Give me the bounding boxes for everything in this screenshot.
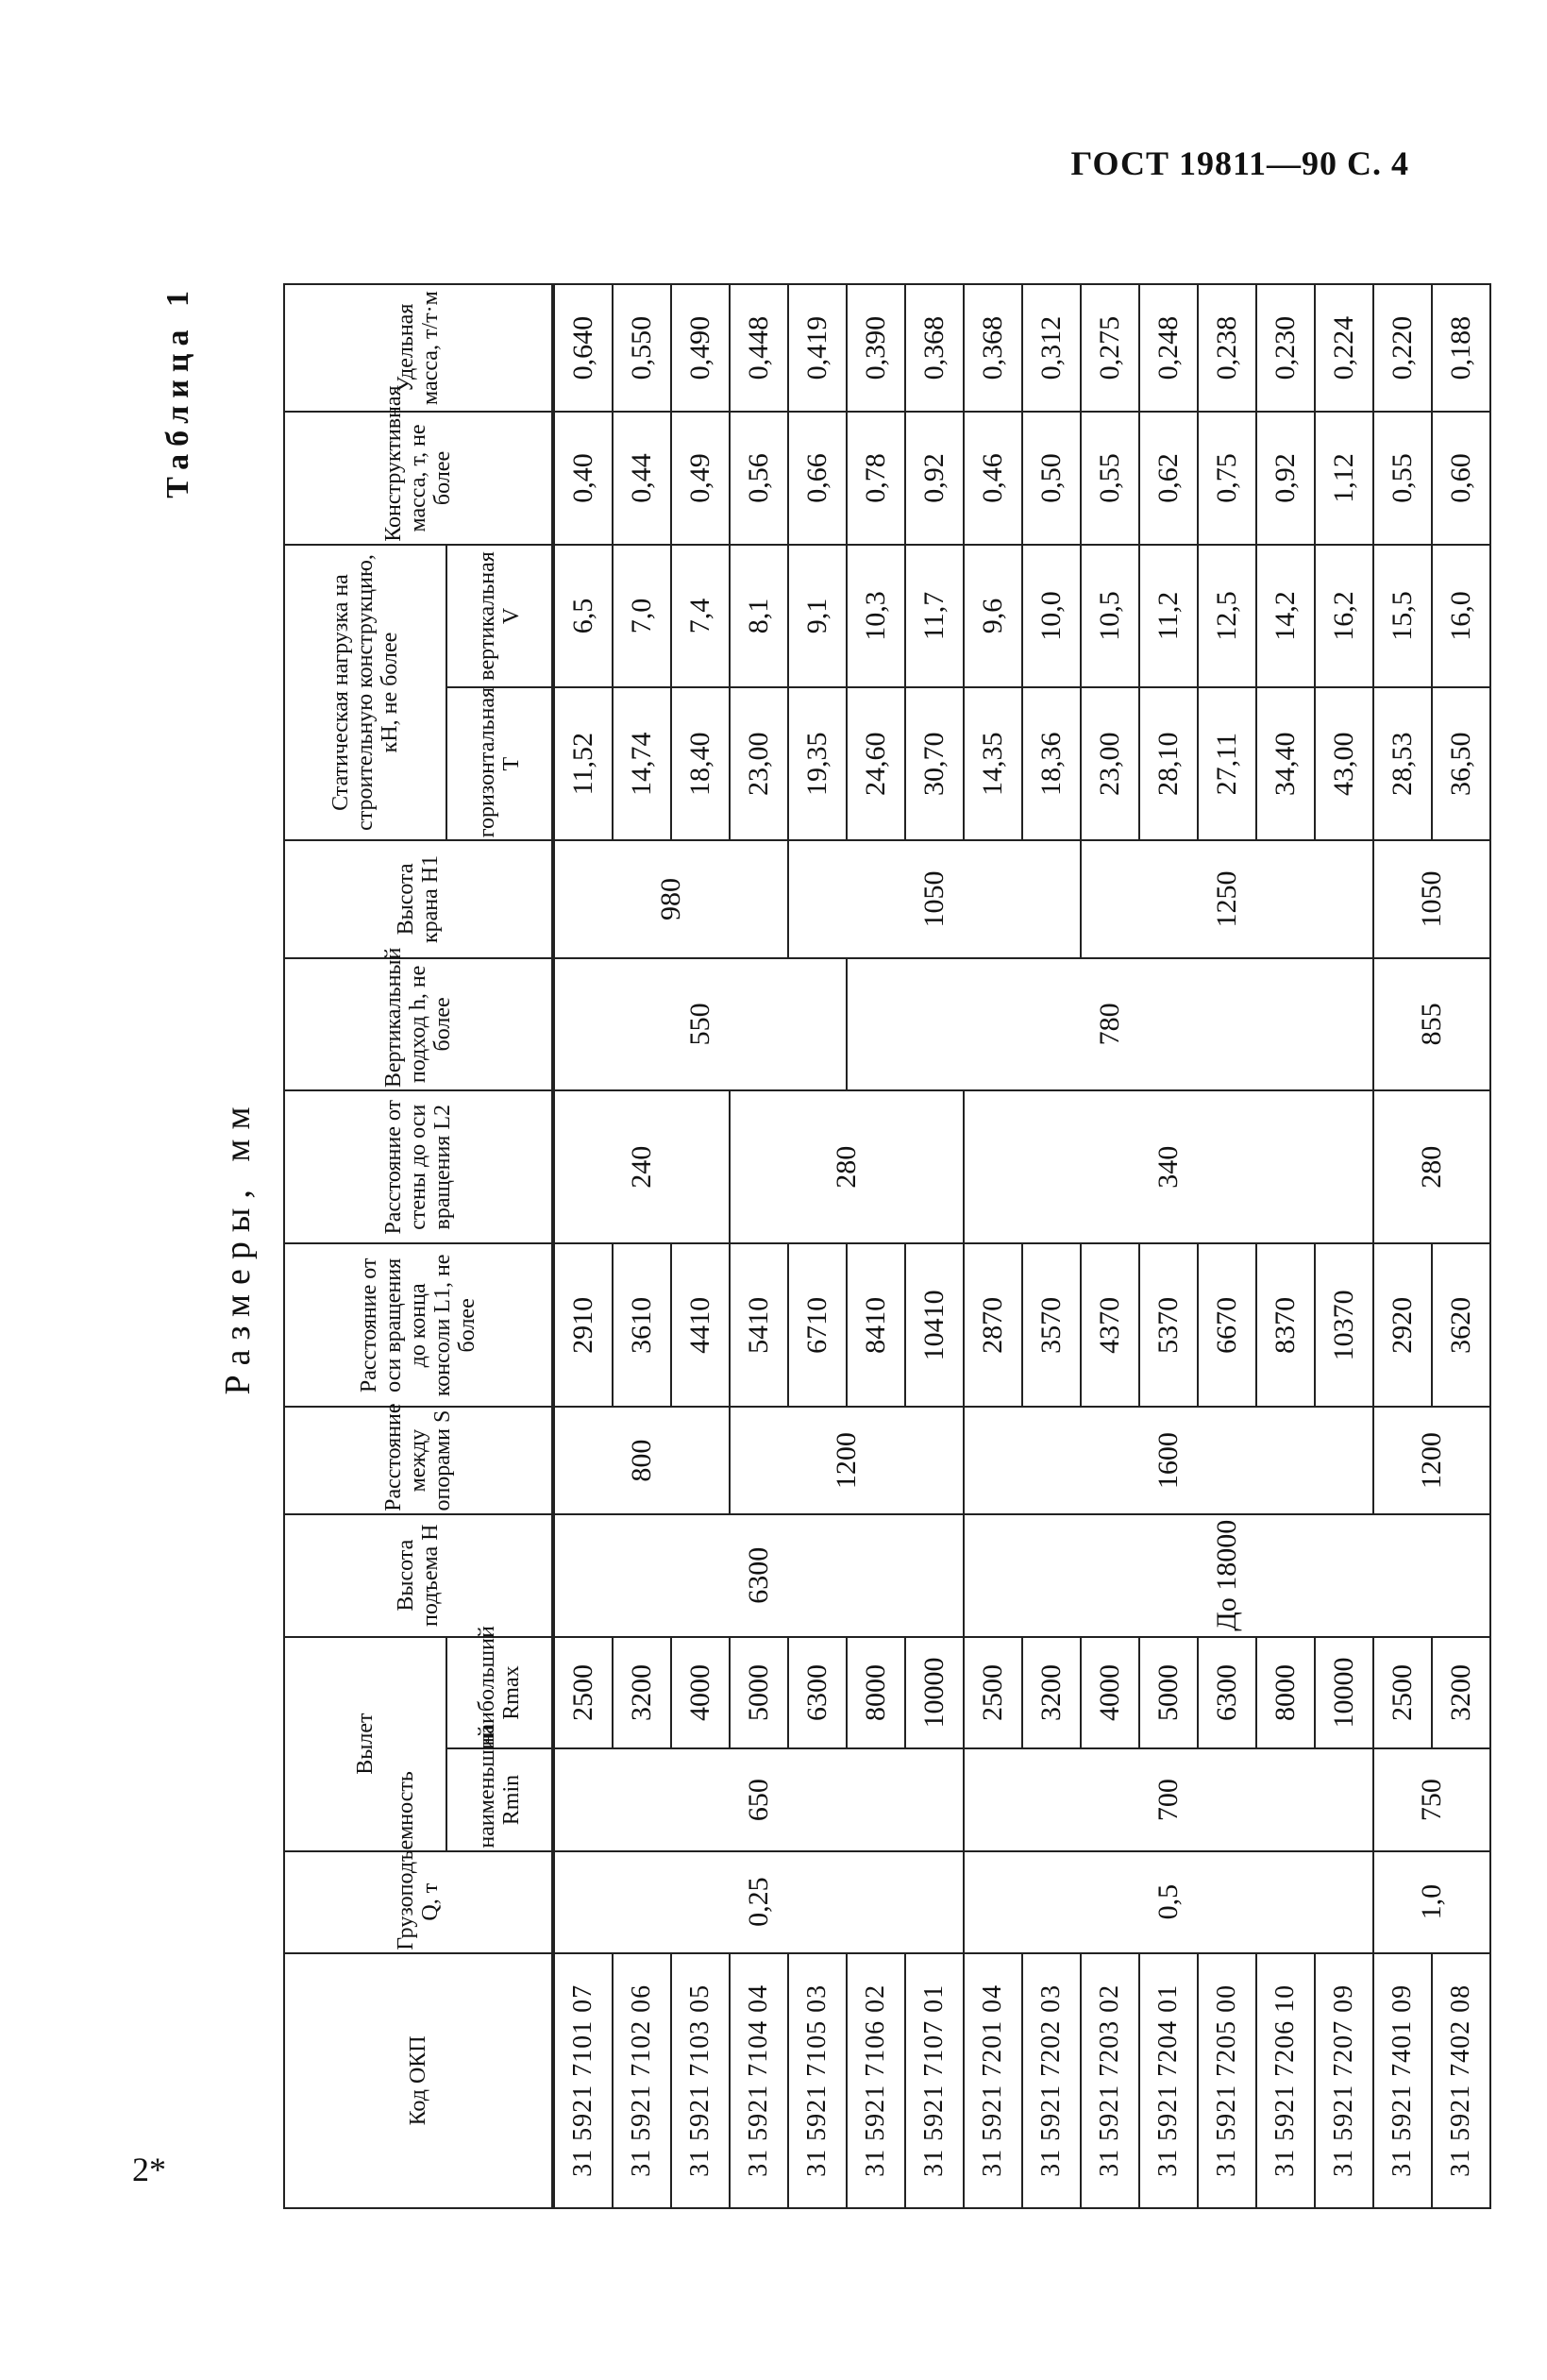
cell-vertical-stroke: 780 — [847, 958, 1373, 1091]
cell-reach-max: 2500 — [1373, 1637, 1432, 1749]
cell-specific-mass: 0,275 — [1081, 284, 1139, 412]
cell-vertical-v: 9,6 — [964, 545, 1022, 687]
cell-specific-mass: 0,248 — [1139, 284, 1198, 412]
cell-l1: 5410 — [730, 1243, 788, 1407]
cell-code: 31 5921 7106 02 — [847, 1953, 905, 2208]
cell-specific-mass: 0,188 — [1432, 284, 1490, 412]
cell-code: 31 5921 7107 01 — [905, 1953, 964, 2208]
cell-reach-max: 4000 — [671, 1637, 730, 1749]
cell-code: 31 5921 7202 03 — [1022, 1953, 1081, 2208]
cell-support-distance: 800 — [553, 1407, 730, 1514]
cell-crane-height: 1050 — [1373, 840, 1490, 957]
cell-l1: 8370 — [1256, 1243, 1315, 1407]
cell-vertical-v: 10,0 — [1022, 545, 1081, 687]
page-header: ГОСТ 19811—90 С. 4 — [1070, 144, 1409, 182]
cell-horizontal-t: 23,00 — [1081, 687, 1139, 840]
cell-mass: 0,92 — [905, 412, 964, 545]
cell-l2: 280 — [730, 1090, 964, 1243]
header-vertical-v: вертикальная V — [446, 545, 553, 687]
header-height-lift: Высота подъема H — [284, 1514, 553, 1637]
cell-l1: 2870 — [964, 1243, 1022, 1407]
cell-mass: 0,56 — [730, 412, 788, 545]
cell-l1: 8410 — [847, 1243, 905, 1407]
cell-horizontal-t: 18,40 — [671, 687, 730, 840]
cell-code: 31 5921 7104 04 — [730, 1953, 788, 2208]
cell-reach-max: 8000 — [847, 1637, 905, 1749]
cell-reach-max: 6300 — [1198, 1637, 1256, 1749]
cell-reach-max: 5000 — [1139, 1637, 1198, 1749]
cell-mass: 0,62 — [1139, 412, 1198, 545]
cell-code: 31 5921 7105 03 — [788, 1953, 847, 2208]
header-static-load: Статическая нагрузка на строительную конструкцию, кН, не более — [284, 545, 446, 841]
cell-mass: 0,60 — [1432, 412, 1490, 545]
cell-specific-mass: 0,550 — [613, 284, 671, 412]
cell-specific-mass: 0,390 — [847, 284, 905, 412]
cell-mass: 0,44 — [613, 412, 671, 545]
cell-mass: 0,66 — [788, 412, 847, 545]
header-support-distance: Расстояние между опорами S — [284, 1407, 553, 1514]
cell-l2: 240 — [553, 1090, 730, 1243]
cell-mass: 0,49 — [671, 412, 730, 545]
cell-specific-mass: 0,230 — [1256, 284, 1315, 412]
cell-reach-max: 3200 — [1022, 1637, 1081, 1749]
cell-reach-max: 5000 — [730, 1637, 788, 1749]
table-row — [964, 284, 1022, 2208]
cell-horizontal-t: 43,00 — [1315, 687, 1373, 840]
cell-code: 31 5921 7204 01 — [1139, 1953, 1198, 2208]
cell-horizontal-t: 36,50 — [1432, 687, 1490, 840]
cell-mass: 0,55 — [1081, 412, 1139, 545]
cell-specific-mass: 0,448 — [730, 284, 788, 412]
cell-specific-mass: 0,490 — [671, 284, 730, 412]
header-reach: Вылет — [284, 1637, 446, 1851]
cell-code: 31 5921 7203 02 — [1081, 1953, 1139, 2208]
cell-code: 31 5921 7102 06 — [613, 1953, 671, 2208]
cell-capacity: 0,5 — [964, 1851, 1373, 1953]
cell-horizontal-t: 11,52 — [553, 687, 613, 840]
cell-reach-max: 2500 — [553, 1637, 613, 1749]
cell-l1: 3610 — [613, 1243, 671, 1407]
cell-mass: 0,50 — [1022, 412, 1081, 545]
cell-code: 31 5921 7206 10 — [1256, 1953, 1315, 2208]
cell-reach-max: 10000 — [905, 1637, 964, 1749]
cell-specific-mass: 0,419 — [788, 284, 847, 412]
cell-horizontal-t: 24,60 — [847, 687, 905, 840]
cell-horizontal-t: 28,10 — [1139, 687, 1198, 840]
header-specific-mass: Удельная масса, т/т·м — [284, 284, 553, 412]
cell-specific-mass: 0,220 — [1373, 284, 1432, 412]
cell-specific-mass: 0,224 — [1315, 284, 1373, 412]
cell-specific-mass: 0,368 — [905, 284, 964, 412]
table-row — [1373, 284, 1432, 2208]
cell-specific-mass: 0,312 — [1022, 284, 1081, 412]
cell-horizontal-t: 18,36 — [1022, 687, 1081, 840]
header-mass: Конструктивная масса, т, не более — [284, 412, 553, 545]
cell-l1: 6670 — [1198, 1243, 1256, 1407]
cell-l1: 4370 — [1081, 1243, 1139, 1407]
cell-vertical-v: 11,7 — [905, 545, 964, 687]
cell-vertical-v: 6,5 — [553, 545, 613, 687]
cell-horizontal-t: 19,35 — [788, 687, 847, 840]
table-row — [553, 284, 613, 2208]
cell-support-distance: 1200 — [730, 1407, 964, 1514]
cell-vertical-v: 10,5 — [1081, 545, 1139, 687]
cell-vertical-stroke: 855 — [1373, 958, 1490, 1091]
header-crane-height: Высота крана H1 — [284, 840, 553, 957]
header-l2: Расстояние от стены до оси вращения L2 — [284, 1090, 553, 1243]
cell-height-lift: До 18000 — [964, 1514, 1490, 1637]
cell-reach-max: 4000 — [1081, 1637, 1139, 1749]
cell-crane-height: 1250 — [1081, 840, 1373, 957]
header-code: Код ОКП — [284, 1953, 553, 2208]
cell-vertical-v: 8,1 — [730, 545, 788, 687]
cell-specific-mass: 0,238 — [1198, 284, 1256, 412]
cell-vertical-v: 16,2 — [1315, 545, 1373, 687]
cell-vertical-v: 7,4 — [671, 545, 730, 687]
cell-vertical-v: 12,5 — [1198, 545, 1256, 687]
cell-mass: 0,40 — [553, 412, 613, 545]
cell-reach-min: 750 — [1373, 1749, 1490, 1851]
cell-vertical-v: 9,1 — [788, 545, 847, 687]
table-body — [553, 284, 1490, 2208]
cell-crane-height: 1050 — [788, 840, 1081, 957]
cell-l2: 340 — [964, 1090, 1373, 1243]
cell-reach-max: 3200 — [613, 1637, 671, 1749]
cell-reach-min: 700 — [964, 1749, 1373, 1851]
cell-code: 31 5921 7402 08 — [1432, 1953, 1490, 2208]
header-reach-min: наименьший Rmin — [446, 1749, 553, 1851]
header-l1: Расстояние от оси вращения до конца консоли L1, не более — [284, 1243, 553, 1407]
cell-l1: 3570 — [1022, 1243, 1081, 1407]
cell-l1: 2910 — [553, 1243, 613, 1407]
cell-l1: 2920 — [1373, 1243, 1432, 1407]
cell-code: 31 5921 7401 09 — [1373, 1953, 1432, 2208]
cell-l1: 5370 — [1139, 1243, 1198, 1407]
cell-vertical-v: 15,5 — [1373, 545, 1432, 687]
cell-capacity: 1,0 — [1373, 1851, 1490, 1953]
cell-vertical-v: 7,0 — [613, 545, 671, 687]
cell-vertical-v: 14,2 — [1256, 545, 1315, 687]
cell-specific-mass: 0,640 — [553, 284, 613, 412]
cell-code: 31 5921 7103 05 — [671, 1953, 730, 2208]
cell-l1: 10370 — [1315, 1243, 1373, 1407]
cell-height-lift: 6300 — [553, 1514, 964, 1637]
cell-l1: 6710 — [788, 1243, 847, 1407]
rotated-table-block — [160, 283, 1476, 2209]
data-table — [283, 283, 1491, 2209]
cell-mass: 0,92 — [1256, 412, 1315, 545]
cell-reach-max: 3200 — [1432, 1637, 1490, 1749]
page-number: 2* — [132, 2151, 166, 2188]
cell-horizontal-t: 14,74 — [613, 687, 671, 840]
cell-mass: 0,75 — [1198, 412, 1256, 545]
cell-reach-max: 6300 — [788, 1637, 847, 1749]
header-reach-max: наибольший Rmax — [446, 1637, 553, 1749]
cell-code: 31 5921 7205 00 — [1198, 1953, 1256, 2208]
header-capacity: Грузоподъемность Q, т — [284, 1851, 553, 1953]
cell-mass: 0,55 — [1373, 412, 1432, 545]
cell-l1: 10410 — [905, 1243, 964, 1407]
cell-code: 31 5921 7101 07 — [553, 1953, 613, 2208]
cell-l1: 3620 — [1432, 1243, 1490, 1407]
cell-l2: 280 — [1373, 1090, 1490, 1243]
cell-reach-max: 2500 — [964, 1637, 1022, 1749]
cell-horizontal-t: 23,00 — [730, 687, 788, 840]
cell-horizontal-t: 14,35 — [964, 687, 1022, 840]
cell-l1: 4410 — [671, 1243, 730, 1407]
cell-code: 31 5921 7201 04 — [964, 1953, 1022, 2208]
cell-mass: 1,12 — [1315, 412, 1373, 545]
cell-mass: 0,46 — [964, 412, 1022, 545]
cell-horizontal-t: 28,53 — [1373, 687, 1432, 840]
cell-code: 31 5921 7207 09 — [1315, 1953, 1373, 2208]
cell-specific-mass: 0,368 — [964, 284, 1022, 412]
cell-reach-max: 8000 — [1256, 1637, 1315, 1749]
cell-support-distance: 1200 — [1373, 1407, 1490, 1514]
cell-capacity: 0,25 — [553, 1851, 964, 1953]
cell-crane-height: 980 — [553, 840, 788, 957]
cell-vertical-v: 16,0 — [1432, 545, 1490, 687]
cell-reach-min: 650 — [553, 1749, 964, 1851]
cell-vertical-v: 10,3 — [847, 545, 905, 687]
cell-horizontal-t: 34,40 — [1256, 687, 1315, 840]
cell-mass: 0,78 — [847, 412, 905, 545]
table-caption: Таблица 1 — [160, 283, 195, 498]
header-vertical-stroke: Вертикальный подход h, не более — [284, 958, 553, 1091]
header-horizontal-t: горизонтальная T — [446, 687, 553, 840]
cell-reach-max: 10000 — [1315, 1637, 1373, 1749]
cell-vertical-v: 11,2 — [1139, 545, 1198, 687]
table-subtitle: Размеры, мм — [218, 1097, 258, 1395]
cell-support-distance: 1600 — [964, 1407, 1373, 1514]
cell-horizontal-t: 27,11 — [1198, 687, 1256, 840]
cell-horizontal-t: 30,70 — [905, 687, 964, 840]
cell-vertical-stroke: 550 — [553, 958, 847, 1091]
